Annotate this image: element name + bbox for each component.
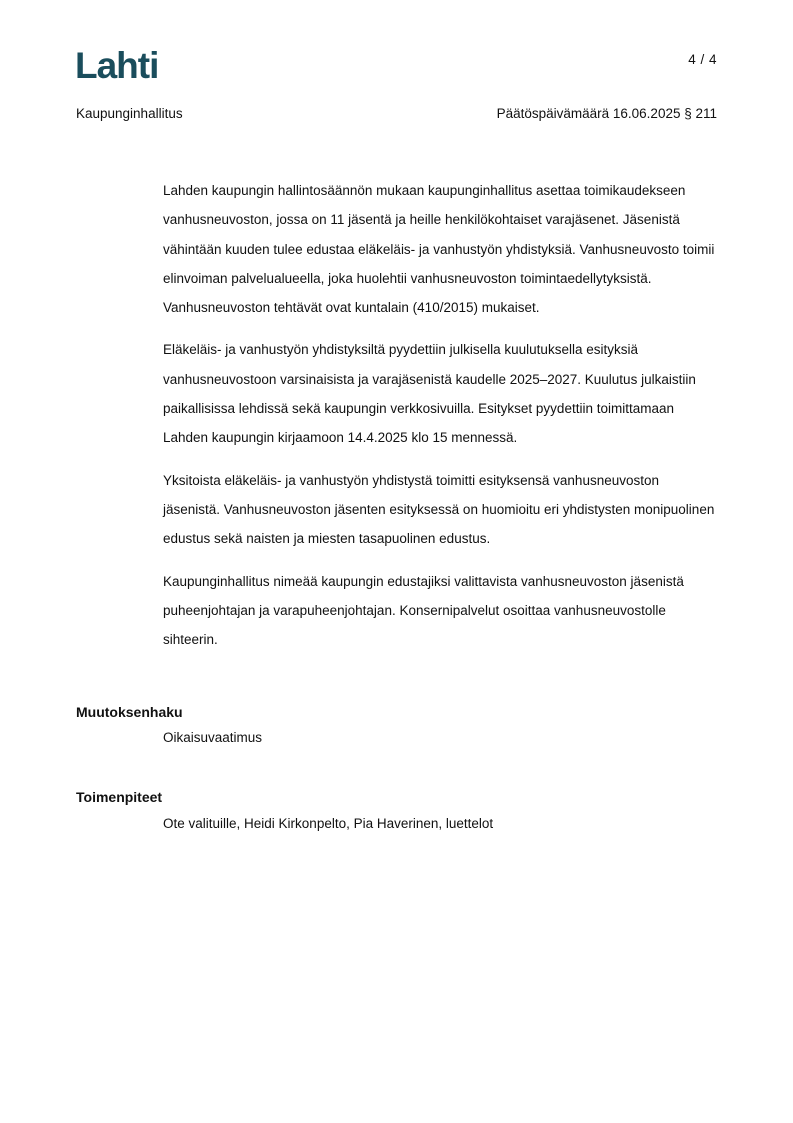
decision-date: Päätöspäivämäärä 16.06.2025 § 211 bbox=[496, 106, 717, 121]
body-paragraph: Eläkeläis- ja vanhustyön yhdistyksiltä pyydettiin julkisella kuulutuksella esityksiä vanhusneuvostoon varsinaisista ja varajäsenistä kaudelle 2025–2027. Kuulutus julkaistiin paikallisissa lehdissä sekä kaupungin verkkosivuilla. Esitykset pyydettiin toimittamaan Lahden kaupungin kirjaamoon 14.4.2025 klo 15 mennessä. bbox=[163, 342, 696, 446]
actions-heading: Toimenpiteet bbox=[76, 789, 163, 805]
document-body bbox=[163, 176, 718, 667]
page-number: 4 / 4 bbox=[688, 52, 717, 67]
appeal-value: Oikaisuvaatimus bbox=[163, 730, 263, 745]
decision-body-name: Kaupunginhallitus bbox=[76, 106, 183, 121]
body-paragraph: Kaupunginhallitus nimeää kaupungin edustajiksi valittavista vanhusneuvoston jäsenistä puheenjohtajan ja varapuheenjohtajan. Konsernipalvelut osoittaa vanhusneuvostolle sihteerin. bbox=[163, 573, 684, 648]
actions-value: Ote valituille, Heidi Kirkonpelto, Pia Haverinen, luettelot bbox=[163, 816, 494, 831]
svg-text:Lahti: Lahti bbox=[75, 48, 159, 82]
appeal-heading: Muutoksenhaku bbox=[76, 704, 183, 720]
body-paragraph: Lahden kaupungin hallintosäännön mukaan kaupunginhallitus asettaa toimikaudekseen vanhusneuvoston, jossa on 11 jäsentä ja heille henkilökohtaiset varajäsenet. Jäsenistä vähintään kuuden tulee edustaa eläkeläis- ja vanhustyön yhdistyksiä. Vanhusneuvosto toimii elinvoiman palvelualueella, joka huolehtii vanhusneuvoston toimintaedellytyksistä. Vanhusneuvoston tehtävät ovat kuntalain (410/2015) mukaiset. bbox=[163, 183, 715, 316]
body-paragraph: Yksitoista eläkeläis- ja vanhustyön yhdistystä toimitti esityksensä vanhusneuvoston jäsenistä. Vanhusneuvoston jäsenten esityksessä on huomioitu eri yhdistysten monipuolinen edustus sekä naisten ja miesten tasapuolinen edustus. bbox=[163, 472, 715, 547]
lahti-logo bbox=[75, 48, 167, 82]
